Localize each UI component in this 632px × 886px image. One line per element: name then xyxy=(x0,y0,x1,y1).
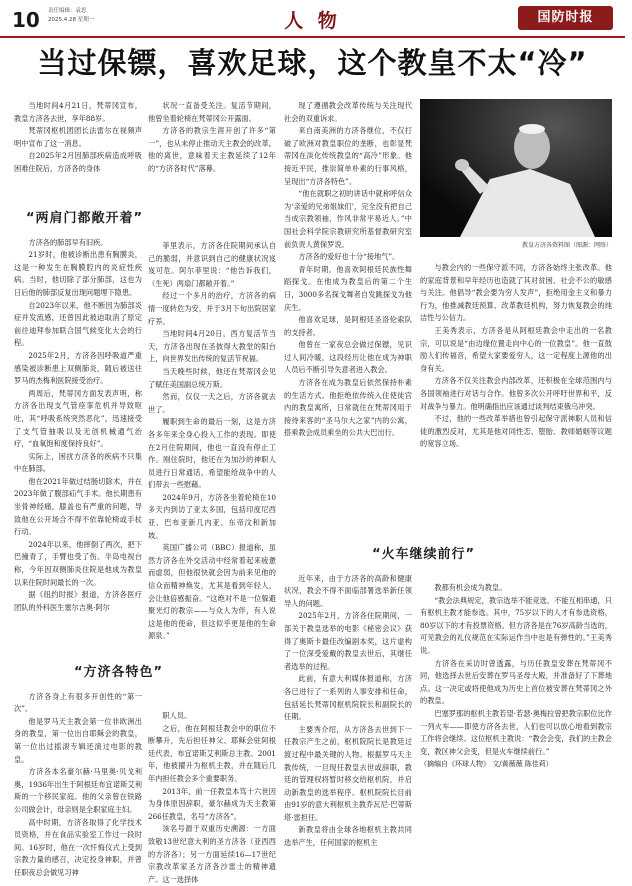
paragraph: 近年来，由于方济各的高龄和健康状况，教会不得不面临部署选举新任领导人的问题。 xyxy=(284,573,412,608)
page-number: 10 xyxy=(12,8,40,32)
paragraph: 新教皇将由全球各地枢机主教共同选举产生，任何国家的枢机主 xyxy=(284,825,412,848)
paragraph: 不过，他的一些改革举措也曾引起保守派神职人员和信徒的激烈反对，尤其是他对同性恋、堕胎、教师婚姻等议题的宽容立场。 xyxy=(420,414,612,449)
section-title: 人 物 xyxy=(284,10,341,32)
paragraph: 21岁时，他被诊断出患有胸膜炎，这是一种发生在胸膜腔内的炎症性疾病。当时，他切除了部分肺部，这也为日后他的肺部反复出现问题埋下隐患。 xyxy=(14,250,142,297)
article-column-2-part-2 xyxy=(148,240,276,643)
paragraph: 当天晚些时候，他还在梵蒂冈会见了赋任美国副总统万斯。 xyxy=(148,366,276,389)
paragraph: 方济各的教宗生涯开创了许多“第一”，也从未停止推动天主教会的改革。他的离世，意味着天主教延续了12年的“方济各时代”落幕。 xyxy=(148,126,276,173)
paragraph: 状况一直备受关注。复活节期间，他曾坐着轮椅在梵蒂冈公开露面。 xyxy=(148,101,276,123)
paragraph: 他在2021年做过结肠切除术，并在2023年做了腹部疝气手术。他长期患有坐骨神经痛，膝盖也有严重的问题，导致他在公开场合不得不依靠轮椅或手杖行动。 xyxy=(14,476,142,537)
article-column-2 xyxy=(148,100,276,176)
paragraph: 两周后，梵蒂冈方面发表声明，称方济各出现支气管痉挛危机并导致呕吐，其“呼吸系统突然恶化”，迅速接受了支气管抽吸以及无创机械通气治疗，“血氧饱和度保持良好”。 xyxy=(14,388,142,449)
paragraph: 现了遵循教会改革传统与关注现代社会的双重诉求。 xyxy=(284,101,412,123)
paragraph: 方济各的肺部早有旧疾。 xyxy=(28,237,108,247)
paragraph: 高中时期，方济各取得了化学技术员资格，并在食品实验室工作过一段时间。16岁时，他在一次忏悔仪式上受到宗教力量的感召，决定投身神职，并曾任职夜总会做见习神 xyxy=(14,817,142,877)
paragraph: 主要秀介绍，从方济各去世到下一任教宗产生之前，枢机院院长是教廷过渡过程中最关键的人物。根据罗马天主教传统，一旦现任教皇去世或辞职，教廷的管理权将暂时移交给枢机院，并启动新教皇的选举程序。枢机院院长目前由91岁的意大利枢机主教乔瓦尼·巴蒂斯塔·雷担任。 xyxy=(284,724,412,822)
article-column-1-part-3 xyxy=(14,658,164,880)
paragraph: 然而，仅仅一天之后，方济各就去世了。 xyxy=(148,392,276,414)
paragraph: 来自南美洲的方济各继位，不仅打破了欧洲对教皇职位的垄断，也彰显梵蒂冈在淡化传统教皇的“高冷”形象。他接近平民，推崇简单朴素的行事风格，呈现出“方济各特色”。 xyxy=(284,126,412,186)
paragraph: “教会法典规定，教宗选举不能竞选，不能互相串通，只有枢机主教才能参选。其中，75岁以下的人才有参选资格，80岁以下的才有投票资格。但方济各是在76岁高龄当选的，可见教会的礼仪规范在实际运作当中也是有弹性的。”王美秀说。 xyxy=(420,595,612,655)
paragraph: 方济各不仅关注教会内部改革，还积极在全球范围内与各国领袖进行对话与合作。他曾多次公开呼吁世界和平，反对战争与暴力。他明确指出应该通过谈判结束俄乌冲突。 xyxy=(420,376,612,411)
subhead-1: “两肩门都敞开着” xyxy=(26,211,144,226)
article-column-1 xyxy=(14,100,142,176)
paragraph: 方济各本名豪尔赫·马里奥·贝戈利奥，1936年出生于阿根廷布宜诺斯艾利斯的一个移民家庭。他的父亲曾在铁路公司做会计，母亲则是全职家庭主妇。 xyxy=(14,767,142,814)
paragraph: 自2025年2月因肺部疾病造成呼吸困难住院后，方济各的身体 xyxy=(14,151,142,173)
paragraph: 该名号源于双重历史溯源：一方面致敬13世纪意大利的圣方济各（亚西西的方济各）；另一方面延续16—17世纪宗教改革家圣方济各沙雷士的精神遗产。这一选择体 xyxy=(148,824,276,884)
paragraph: 自2023年以来，他不断因为肺部炎症并发流感，还曾因此被迫取消了原定前往迪拜参加联合国气候变化大会的行程。 xyxy=(14,300,142,348)
article-column-4 xyxy=(420,262,612,451)
paragraph: 梵蒂冈枢机团团长法雷尔在视频声明中宣布了这一消息。 xyxy=(14,126,142,148)
subhead-3: “火车继续前行” xyxy=(372,547,476,562)
pope-photo xyxy=(420,99,612,237)
paragraph: 据《纽约时报》报道，方济各医疗团队的外科医生塞尔吉奥·阿尔 xyxy=(14,590,142,612)
paragraph: 实际上，困扰方济各的疾病不只集中在肺部。 xyxy=(14,451,142,474)
paragraph: 他曾在一家夜总会做过保镖，见识过人间冷暖，这段经历让他在成为神职人员后不断引导失意者进入教会。 xyxy=(284,340,412,375)
article-column-1-part-2 xyxy=(14,204,142,614)
paragraph: 2025年2月，方济各住院期间，一部关于教皇选举的电影《秘密会议》获得了奥斯卡最佳改编剧本奖，这片虚构了一位深受爱戴的教皇去世后，其继任者选举的过程。 xyxy=(284,611,412,671)
paragraph: 教都有机会成为教皇。 xyxy=(434,583,507,592)
paragraph: 菲里表示，方济各住院期间承认自己的脆弱，并意识到自己的健康状况岌岌可危。阿尔菲里说：“他告诉我们，（生死）两扇门都敞开着。” xyxy=(148,241,276,288)
paragraph: 方济各在成为教皇后依然保持朴素的生活方式。他拒绝依传统入住使徒宫内的教皇寓所，日常就住在梵蒂冈用于接待来客的“圣马尔大之家”内的公寓，搭乘教会成员乘坐的公共大巴出行。 xyxy=(284,378,412,438)
article-credit: （摘编自《环球人物》 文/黄薇薇 陈佳莉） xyxy=(420,760,553,769)
editor-line: 责任编辑：袁思 xyxy=(48,8,87,14)
page-header xyxy=(0,0,625,38)
paragraph: 王美秀表示，方济各是从阿根廷教会中走出的一名教宗，可以说是“由边缘位置走向中心的一位教皇”。他一直鼓励人们传福音，希望大家要爱穷人，这一定程度上源他的出身有关。 xyxy=(420,325,612,373)
article-column-2-part-3 xyxy=(148,710,276,886)
article-column-4-part-2 xyxy=(420,582,612,771)
subhead-2: “方济各特色” xyxy=(74,665,164,680)
paragraph: 2013年，前一任教皇本笃十六世因为身体原因辞职，豪尔赫成为天主教第266任教皇，名号“方济各”。 xyxy=(148,786,276,821)
paragraph: 英国广播公司（BBC）报道称，虽然方济各在外交活动中经常着起来疲惫而虚弱，但他很快就会因为前来见他的信众而精神焕发，尤其是看到年轻人，会让他倍感振奋。“这绝对不是一位躲避聚光灯的教宗——与众人为伴，有人说这是他的使命，但这似乎更是他的生命源泉。” xyxy=(148,543,276,641)
article-column-3 xyxy=(284,100,412,440)
paragraph: 职人员。 xyxy=(162,711,192,720)
paragraph: 巴塞罗那的枢机主教若望·若瑟·奥梅拉曾把教宗职位比作一列火车——即使方济各去世，人们也可以放心地看到教宗工作将会继续。这位枢机主教说：“教会会变，我们的主教会变，教区神父会变，但是火车继续前行。” xyxy=(420,708,612,756)
date-line: 2025.4.28 星期一 xyxy=(48,17,95,23)
paragraph: 当地时间4月21日，梵蒂冈宣布，教皇方济各去世，享年88岁。 xyxy=(14,101,142,123)
paragraph: 他喜欢足球，是阿根廷圣洛伦索队的支持者。 xyxy=(284,315,412,337)
paragraph: 2025年2月，方济各因呼吸道严重感染被诊断患上双侧肺炎，随后被送往罗马的杰梅利医院接受治疗。 xyxy=(14,350,142,386)
paragraph: 此前，有意大利媒体报道称，方济各已进行了一系列的人事安排和任命，包括延长梵蒂冈枢机院院长和副院长的任期。 xyxy=(284,674,412,722)
paragraph: 青年时期，他喜欢阿根廷民族性舞蹈探戈。在他成为教皇后的第二个生日，3000多名探戈舞者自发跳探戈为他庆生。 xyxy=(284,264,412,312)
paragraph: “他在就职之初的讲话中就称呼信众为‘亲爱的兄弟姐妹们’，完全没有把自己当成宗教领袖，作风非常平易近人。”中国社会科学院宗教研究所基督教研究室前负责人黄保罗说。 xyxy=(284,189,412,249)
paragraph: 与教会内的一些保守派不同，方济各始终主张改革。他的家庭背景和早年经历也造就了其对贫困、社会不公的敏感与关注。他倡导“教会要为穷人发声”，拒绝用金主义和暴力行为，他推减教廷预算、改革教廷机构，努力恢复教会的纯洁性与公信力。 xyxy=(420,263,612,323)
paragraph: 2024年以来，他摔倒了两次，把下巴撞青了，手臂也受了伤。半岛电视台称，今年因双侧肺炎住院是他成为教皇以来住院时间最长的一次。 xyxy=(14,539,142,587)
paragraph: 之后，他在阿根廷教会中的职位不断攀升，先后担任神父、耶稣会驻阿根廷代表、布宜诺斯艾利斯总主教。2001年，他被擢升为枢机主教，并在随后几年内担任教会多个重要职务。 xyxy=(148,723,276,783)
photo-image xyxy=(420,99,612,237)
paragraph: 履职到生命的最后一刻，这是方济各多年来全身心投入工作的表现。即使在2月住院期间，他也一直没有停止工作。刚住院时，他还在为加沙的神职人员进行日常通话，希望能给战争中的人们带去一些慰藉。 xyxy=(148,417,276,490)
photo-caption: 教皇方济各资料图（图源：网络） xyxy=(521,242,612,249)
paragraph: 他是罗马天主教会第一位非欧洲出身的教皇，第一位出自耶稣会的教皇，第一位出过摇滚专辑还演过电影的教皇。 xyxy=(14,716,142,764)
paragraph: 经过一个多月的治疗，方济各的病情一度转危为安，并于3月下旬出院居家疗养。 xyxy=(148,291,276,326)
paragraph: 方济各的爱好也十分“接地气”。 xyxy=(298,252,400,262)
paragraph: 当地时间4月20日，西方复活节当天，方济各出现在圣彼得大教堂的阳台上，向世界发出传统的复活节祝福。 xyxy=(148,329,276,364)
newspaper-logo: 国防时报 xyxy=(518,6,613,30)
paragraph: 方济各身上有很多开创性的“第一次”。 xyxy=(14,691,142,714)
paragraph: 2024年9月，方济各坐着轮椅在10多天内到访了亚太多国，包括印度尼西亚、巴布亚新几内亚、东帝汶和新加坡。 xyxy=(148,492,276,540)
article-headline: 当过保镖，喜欢足球，这个教皇不太“冷” xyxy=(37,46,588,80)
paragraph: 方济各在采访时曾透露，与历任教皇安葬在梵蒂冈不同，他选择去世后安葬在罗马圣母大殿，并准备好了下葬地点。这一决定或将使他成为历史上首位被安葬在梵蒂冈之外的教皇。 xyxy=(420,658,612,706)
